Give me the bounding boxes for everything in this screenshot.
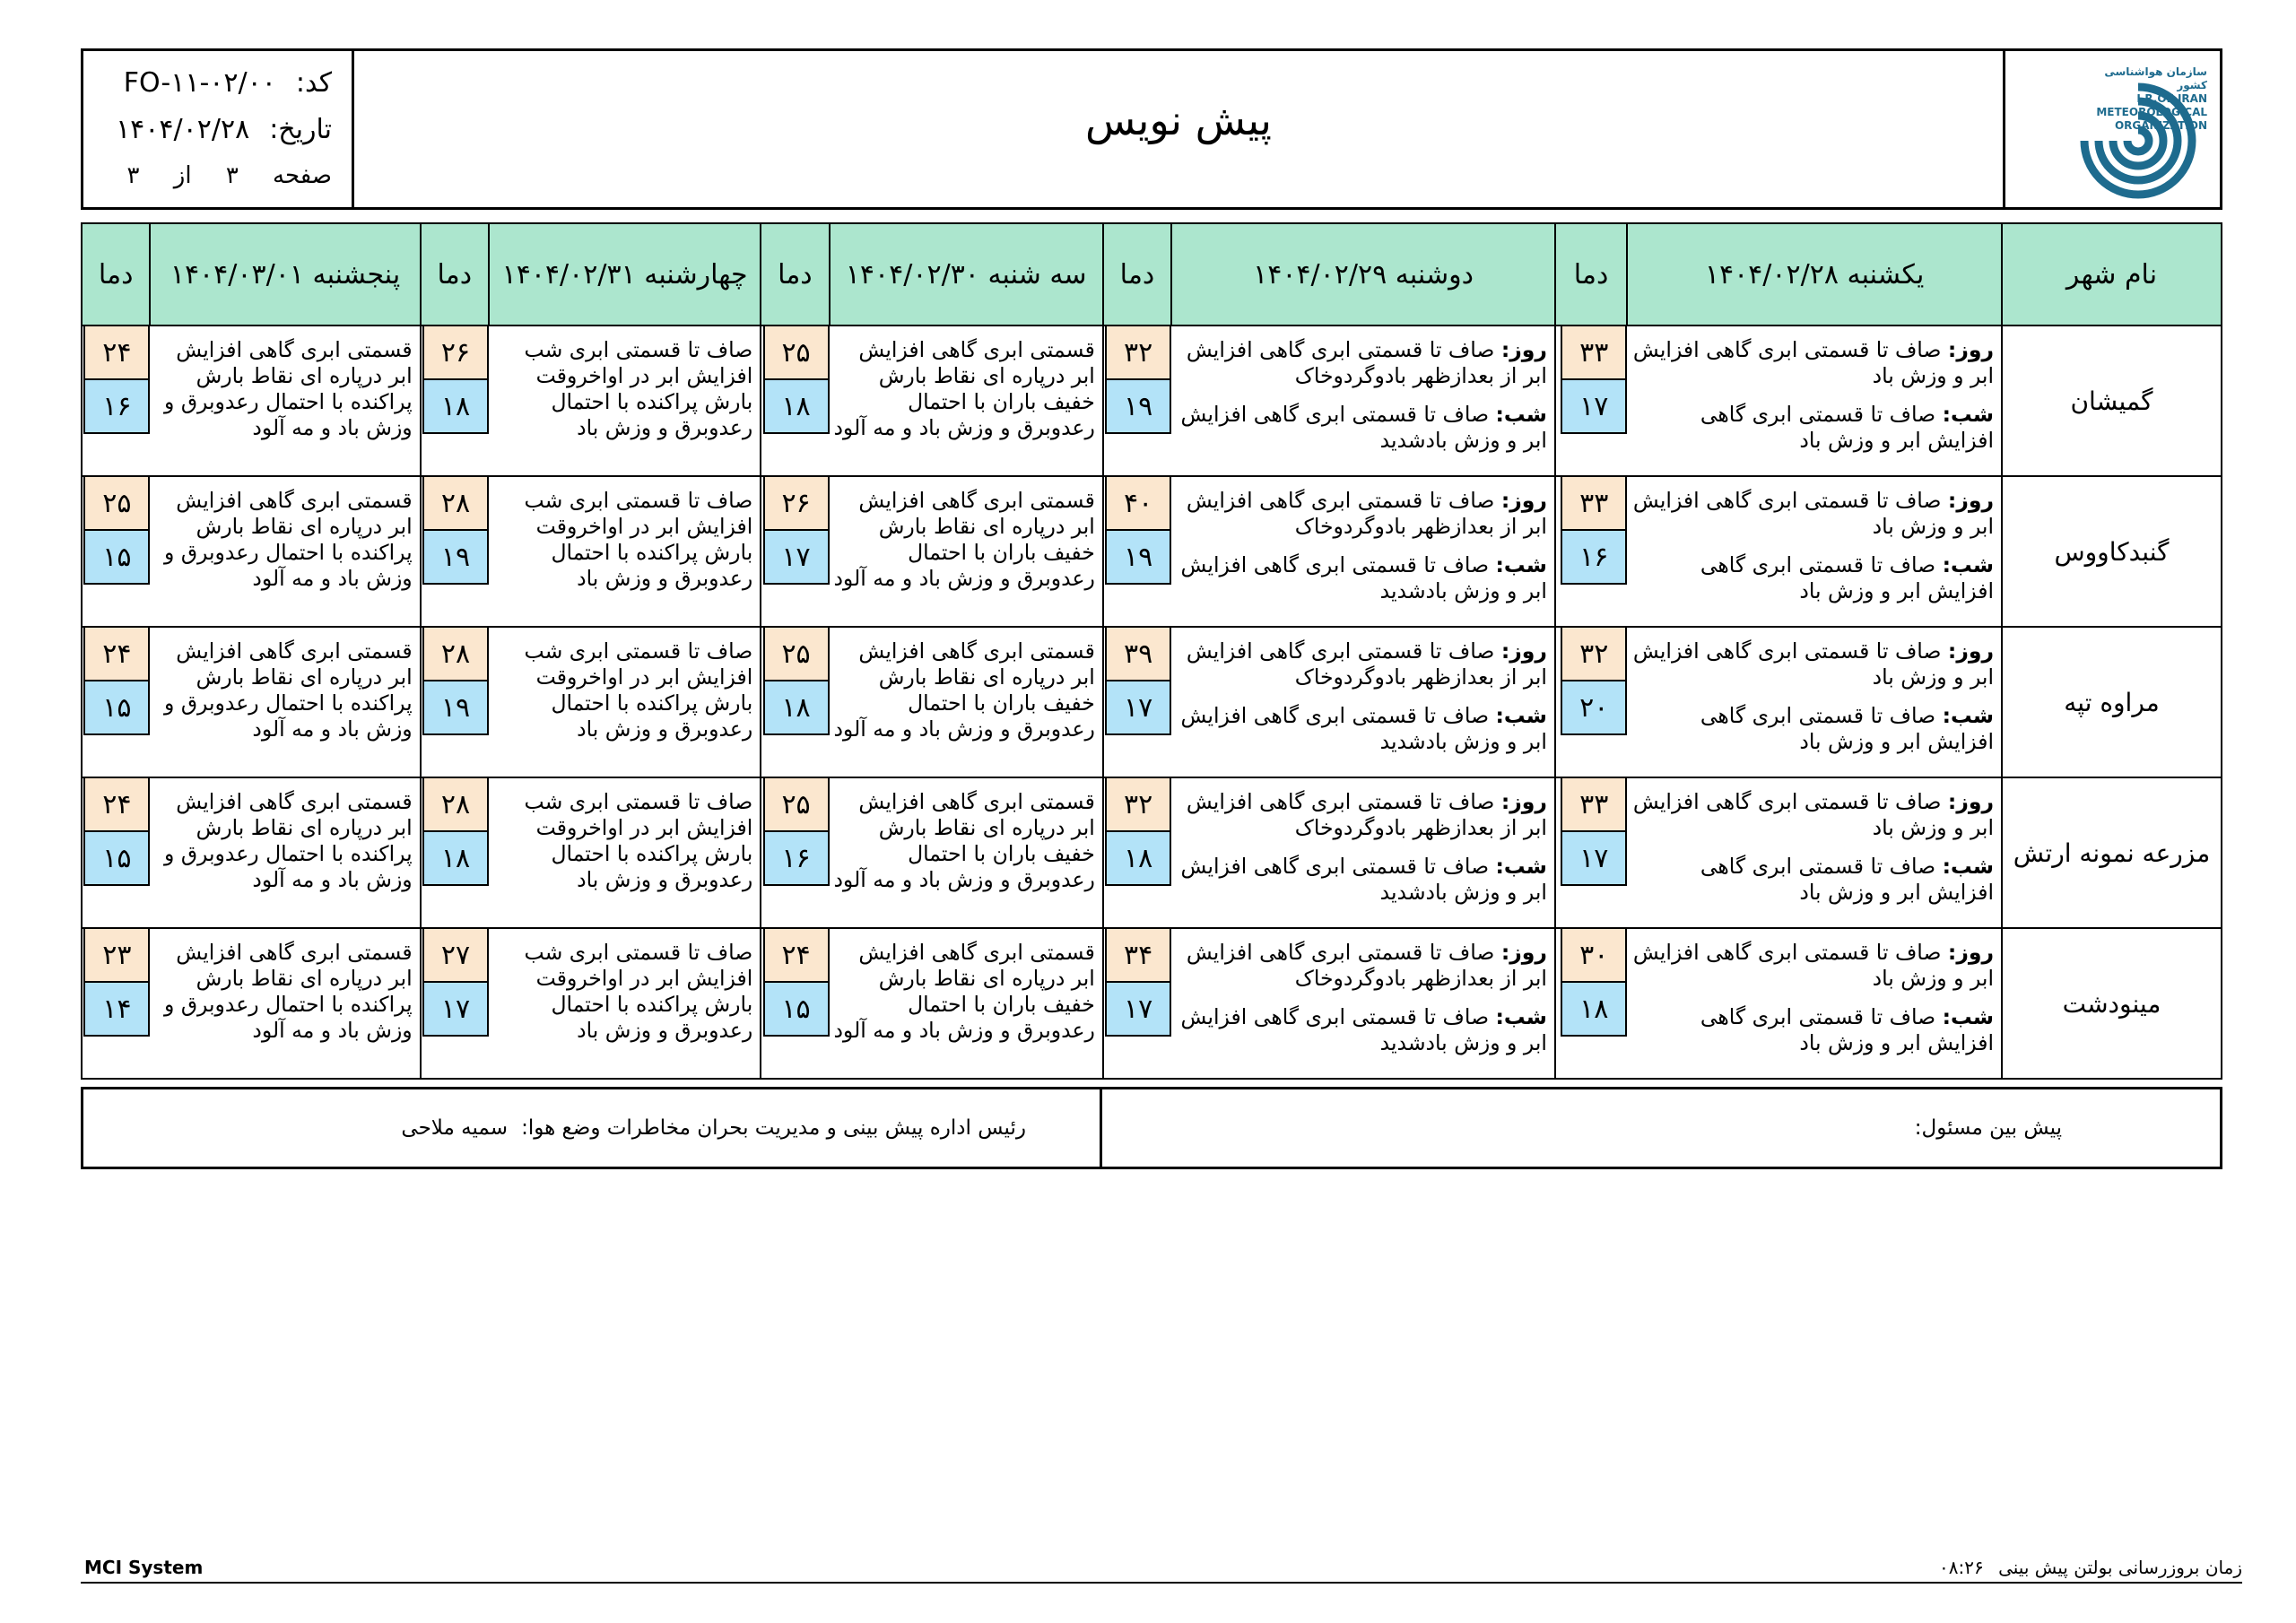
day-forecast (1175, 789, 1547, 841)
day-forecast (1175, 638, 1547, 690)
forecast-day-2 (1171, 777, 1555, 928)
min-temp: ۱۸ (1561, 983, 1627, 1037)
max-temp: ۲۸ (422, 778, 489, 832)
night-forecast (1175, 854, 1547, 906)
temperature-cell (761, 325, 829, 476)
min-temp: ۱۴ (83, 983, 150, 1037)
temperature-cell (1103, 928, 1171, 1079)
temperature-cell (761, 777, 829, 928)
night-label: شب: (1942, 402, 1994, 427)
forecast-text: قسمتی ابری گاهی افزایش ابر درپاره ای نقاط بارش پراکنده با احتمال رعدوبرق و وزش باد و مه آلود (164, 488, 413, 591)
temperature-cell (1555, 627, 1627, 777)
min-temp: ۱۸ (422, 832, 489, 886)
forecast-day-5 (150, 476, 420, 627)
page-total: ۳ (126, 162, 140, 189)
forecast-day-3 (830, 928, 1103, 1079)
night-forecast (1631, 1004, 1994, 1056)
city-name: مزرعه نمونه ارتش (2002, 777, 2222, 928)
forecast-day-1 (1627, 627, 2002, 777)
max-temp: ۲۵ (763, 326, 830, 380)
forecast-day-4 (489, 476, 761, 627)
forecast-day-4 (489, 325, 761, 476)
max-temp: ۲۸ (422, 477, 489, 531)
max-temp: ۳۹ (1105, 628, 1171, 681)
max-temp: ۲۸ (422, 628, 489, 681)
temperature-cell (421, 325, 489, 476)
day-forecast (1631, 789, 1994, 841)
max-temp: ۳۰ (1561, 929, 1627, 983)
max-temp: ۲۵ (763, 628, 830, 681)
min-temp: ۱۶ (763, 832, 830, 886)
forecast-day-4 (489, 777, 761, 928)
day-forecast (1631, 337, 1994, 389)
max-temp: ۲۴ (83, 628, 150, 681)
day-header-2: دوشنبه ۱۴۰۴/۰۲/۲۹ (1171, 223, 1555, 325)
temperature-cell (1555, 476, 1627, 627)
night-text: صاف تا قسمتی ابری گاهی افزایش ابر و وزش باد (1700, 402, 1994, 453)
day-text: صاف تا قسمتی ابری گاهی افزایش ابر و وزش باد (1632, 940, 1994, 991)
code-row (124, 67, 332, 99)
day-label: روز: (1947, 638, 1994, 664)
forecast-day-1 (1627, 928, 2002, 1079)
temperature-cell (421, 928, 489, 1079)
temperature-cell (82, 928, 150, 1079)
min-temp: ۱۶ (83, 380, 150, 434)
night-label: شب: (1495, 402, 1547, 427)
temperature-cell (82, 627, 150, 777)
city-name: گنبدکاووس (2002, 476, 2222, 627)
forecast-text: قسمتی ابری گاهی افزایش ابر درپاره ای نقاط بارش خفیف باران با احتمال رعدوبرق و وزش باد و مه آلود (833, 940, 1095, 1043)
signature-box (81, 1087, 2222, 1169)
night-text: صاف تا قسمتی ابری گاهی افزایش ابر و وزش باد (1700, 854, 1994, 905)
max-temp: ۲۴ (83, 778, 150, 832)
max-temp: ۳۳ (1561, 778, 1627, 832)
min-temp: ۱۷ (1561, 832, 1627, 886)
min-temp: ۱۷ (763, 531, 830, 585)
temp-header: دما (1103, 223, 1171, 325)
forecast-day-3 (830, 476, 1103, 627)
forecaster-label: پیش بین مسئول: (1914, 1116, 2062, 1140)
min-temp: ۱۷ (1105, 681, 1171, 735)
update-label: زمان بروزرسانی بولتن پیش بینی (1998, 1557, 2242, 1578)
day-label: روز: (1500, 488, 1547, 513)
max-temp: ۳۲ (1105, 778, 1171, 832)
night-text: صاف تا قسمتی ابری گاهی افزایش ابر و وزش باد (1700, 703, 1994, 754)
forecast-text: قسمتی ابری گاهی افزایش ابر درپاره ای نقاط بارش پراکنده با احتمال رعدوبرق و وزش باد و مه آلود (164, 638, 413, 742)
night-forecast (1175, 1004, 1547, 1056)
date-row (116, 114, 332, 145)
night-text: صاف تا قسمتی ابری گاهی افزایش ابر و وزش بادشدید (1180, 703, 1547, 754)
logo-text-en1: I.R.OF IRAN (2136, 92, 2207, 105)
night-forecast (1631, 552, 1994, 604)
day-text: صاف تا قسمتی ابری گاهی افزایش ابر و وزش باد (1632, 337, 1994, 388)
max-temp: ۳۴ (1105, 929, 1171, 983)
day-label: روز: (1500, 940, 1547, 965)
page-row (127, 162, 332, 189)
table-row (82, 627, 2222, 777)
night-forecast (1631, 854, 1994, 906)
forecast-text: قسمتی ابری گاهی افزایش ابر درپاره ای نقاط بارش خفیف باران با احتمال رعدوبرق و وزش باد و مه آلود (833, 488, 1095, 591)
head-label: رئیس اداره پیش بینی و مدیریت بحران مخاطرات وضع هوا: (521, 1116, 1026, 1140)
night-label: شب: (1942, 854, 1994, 879)
night-label: شب: (1495, 1004, 1547, 1029)
page-label: صفحه (273, 162, 332, 189)
forecaster-signature (1102, 1089, 2220, 1167)
max-temp: ۲۶ (422, 326, 489, 380)
forecast-text: قسمتی ابری گاهی افزایش ابر درپاره ای نقاط بارش پراکنده با احتمال رعدوبرق و وزش باد و مه آلود (164, 940, 413, 1043)
temperature-cell (1103, 325, 1171, 476)
forecast-day-2 (1171, 325, 1555, 476)
night-forecast (1631, 402, 1994, 454)
document-meta (83, 51, 354, 207)
day-forecast (1175, 337, 1547, 389)
night-forecast (1175, 402, 1547, 454)
max-temp: ۳۳ (1561, 477, 1627, 531)
day-forecast (1631, 940, 1994, 992)
day-text: صاف تا قسمتی ابری گاهی افزایش ابر از بعدازظهر بادوگردوخاک (1186, 638, 1547, 690)
max-temp: ۲۴ (83, 326, 150, 380)
day-text: صاف تا قسمتی ابری گاهی افزایش ابر از بعدازظهر بادوگردوخاک (1186, 940, 1547, 991)
temperature-cell (761, 928, 829, 1079)
day-forecast (1631, 638, 1994, 690)
forecast-day-1 (1627, 325, 2002, 476)
max-temp: ۲۷ (422, 929, 489, 983)
day-forecast (1175, 940, 1547, 992)
day-header-1: یکشنبه ۱۴۰۴/۰۲/۲۸ (1627, 223, 2002, 325)
table-row (82, 476, 2222, 627)
max-temp: ۲۴ (763, 929, 830, 983)
temperature-cell (1555, 325, 1627, 476)
forecast-day-5 (150, 777, 420, 928)
day-forecast (1631, 488, 1994, 540)
temperature-cell (1103, 476, 1171, 627)
table-row (82, 325, 2222, 476)
min-temp: ۲۰ (1561, 681, 1627, 735)
min-temp: ۱۹ (1105, 531, 1171, 585)
update-time (1939, 1557, 2242, 1578)
forecast-day-2 (1171, 928, 1555, 1079)
night-label: شب: (1942, 552, 1994, 577)
temperature-cell (1103, 777, 1171, 928)
min-temp: ۱۹ (422, 531, 489, 585)
night-forecast (1175, 552, 1547, 604)
temperature-cell (82, 777, 150, 928)
night-text: صاف تا قسمتی ابری گاهی افزایش ابر و وزش بادشدید (1180, 1004, 1547, 1055)
forecast-day-2 (1171, 627, 1555, 777)
code-value: FO-۱۱-۰۲/۰۰ (123, 67, 276, 99)
day-label: روز: (1500, 638, 1547, 664)
min-temp: ۱۸ (763, 380, 830, 434)
max-temp: ۳۲ (1561, 628, 1627, 681)
day-label: روز: (1947, 488, 1994, 513)
day-header-4: چهارشنبه ۱۴۰۴/۰۲/۳۱ (489, 223, 761, 325)
update-time-value: ۰۸:۲۶ (1939, 1557, 1984, 1578)
temperature-cell (761, 627, 829, 777)
forecast-text: قسمتی ابری گاهی افزایش ابر درپاره ای نقاط بارش پراکنده با احتمال رعدوبرق و وزش باد و مه آلود (164, 337, 413, 440)
min-temp: ۱۵ (83, 832, 150, 886)
night-label: شب: (1942, 1004, 1994, 1029)
temperature-cell (82, 476, 150, 627)
temperature-cell (761, 476, 829, 627)
night-label: شب: (1495, 552, 1547, 577)
forecast-text: صاف تا قسمتی ابری شب افزایش ابر در اواخروقت بارش پراکنده با احتمال رعدوبرق و وزش باد (524, 789, 753, 892)
temperature-cell (421, 627, 489, 777)
night-text: صاف تا قسمتی ابری گاهی افزایش ابر و وزش بادشدید (1180, 854, 1547, 905)
min-temp: ۱۵ (83, 531, 150, 585)
forecast-day-5 (150, 325, 420, 476)
forecast-text: قسمتی ابری گاهی افزایش ابر درپاره ای نقاط بارش پراکنده با احتمال رعدوبرق و وزش باد و مه آلود (164, 789, 413, 892)
night-label: شب: (1495, 703, 1547, 728)
forecast-text: قسمتی ابری گاهی افزایش ابر درپاره ای نقاط بارش خفیف باران با احتمال رعدوبرق و وزش باد و مه آلود (833, 638, 1095, 742)
day-text: صاف تا قسمتی ابری گاهی افزایش ابر و وزش باد (1632, 789, 1994, 840)
page-title: پیش نویس (1085, 96, 1272, 144)
head-signature (83, 1089, 1102, 1167)
min-temp: ۱۶ (1561, 531, 1627, 585)
forecast-text: صاف تا قسمتی ابری شب افزایش ابر در اواخروقت بارش پراکنده با احتمال رعدوبرق و وزش باد (524, 337, 753, 440)
temperature-cell (421, 777, 489, 928)
date-value: ۱۴۰۴/۰۲/۲۸ (116, 114, 250, 145)
min-temp: ۱۹ (422, 681, 489, 735)
forecast-day-3 (830, 627, 1103, 777)
day-forecast (1175, 488, 1547, 540)
max-temp: ۲۶ (763, 477, 830, 531)
head-name: سمیه ملاحی (401, 1116, 508, 1140)
night-text: صاف تا قسمتی ابری گاهی افزایش ابر و وزش باد (1700, 552, 1994, 603)
city-header: نام شهر (2002, 223, 2222, 325)
day-text: صاف تا قسمتی ابری گاهی افزایش ابر از بعدازظهر بادوگردوخاک (1186, 337, 1547, 388)
min-temp: ۱۸ (422, 380, 489, 434)
temp-header: دما (421, 223, 489, 325)
forecast-day-3 (830, 777, 1103, 928)
table-header-row (82, 223, 2222, 325)
min-temp: ۱۵ (763, 983, 830, 1037)
code-label: کد: (295, 67, 332, 99)
max-temp: ۳۲ (1105, 326, 1171, 380)
night-forecast (1631, 703, 1994, 755)
temperature-cell (1555, 928, 1627, 1079)
forecast-text: صاف تا قسمتی ابری شب افزایش ابر در اواخروقت بارش پراکنده با احتمال رعدوبرق و وزش باد (524, 638, 753, 742)
night-forecast (1175, 703, 1547, 755)
forecast-day-4 (489, 928, 761, 1079)
forecast-text: قسمتی ابری گاهی افزایش ابر درپاره ای نقاط بارش خفیف باران با احتمال رعدوبرق و وزش باد و مه آلود (833, 337, 1095, 440)
day-label: روز: (1947, 940, 1994, 965)
temp-header: دما (761, 223, 829, 325)
system-name: MCI System (84, 1557, 204, 1578)
temperature-cell (82, 325, 150, 476)
night-text: صاف تا قسمتی ابری گاهی افزایش ابر و وزش باد (1700, 1004, 1994, 1055)
night-text: صاف تا قسمتی ابری گاهی افزایش ابر و وزش بادشدید (1180, 402, 1547, 453)
page-number: ۳ (225, 162, 239, 189)
max-temp: ۴۰ (1105, 477, 1171, 531)
day-text: صاف تا قسمتی ابری گاهی افزایش ابر از بعدازظهر بادوگردوخاک (1186, 789, 1547, 840)
day-label: روز: (1947, 789, 1994, 814)
day-text: صاف تا قسمتی ابری گاهی افزایش ابر و وزش باد (1632, 488, 1994, 539)
temp-header: دما (82, 223, 150, 325)
forecast-day-5 (150, 627, 420, 777)
logo-text-fa: سازمان هواشناسی کشور (2104, 65, 2207, 91)
night-label: شب: (1495, 854, 1547, 879)
max-temp: ۲۵ (763, 778, 830, 832)
min-temp: ۱۸ (763, 681, 830, 735)
forecast-day-5 (150, 928, 420, 1079)
logo-text (2073, 65, 2207, 133)
day-header-5: پنجشنبه ۱۴۰۴/۰۳/۰۱ (150, 223, 420, 325)
footer-divider (81, 1582, 2242, 1584)
min-temp: ۱۷ (1561, 380, 1627, 434)
temp-header: دما (1555, 223, 1627, 325)
min-temp: ۱۷ (422, 983, 489, 1037)
forecast-text: قسمتی ابری گاهی افزایش ابر درپاره ای نقاط بارش خفیف باران با احتمال رعدوبرق و وزش باد و مه آلود (833, 789, 1095, 892)
temperature-cell (1555, 777, 1627, 928)
min-temp: ۱۹ (1105, 380, 1171, 434)
temperature-cell (1103, 627, 1171, 777)
min-temp: ۱۵ (83, 681, 150, 735)
city-name: مینودشت (2002, 928, 2222, 1079)
max-temp: ۳۳ (1561, 326, 1627, 380)
day-header-3: سه شنبه ۱۴۰۴/۰۲/۳۰ (830, 223, 1103, 325)
logo-text-en3: ORGANIZATION (2114, 119, 2207, 132)
night-label: شب: (1942, 703, 1994, 728)
forecast-text: صاف تا قسمتی ابری شب افزایش ابر در اواخروقت بارش پراکنده با احتمال رعدوبرق و وزش باد (524, 940, 753, 1043)
forecast-text: صاف تا قسمتی ابری شب افزایش ابر در اواخروقت بارش پراکنده با احتمال رعدوبرق و وزش باد (524, 488, 753, 591)
min-temp: ۱۸ (1105, 832, 1171, 886)
city-name: گمیشان (2002, 325, 2222, 476)
table-row (82, 928, 2222, 1079)
city-name: مراوه تپه (2002, 627, 2222, 777)
day-label: روز: (1500, 337, 1547, 362)
day-text: صاف تا قسمتی ابری گاهی افزایش ابر از بعدازظهر بادوگردوخاک (1186, 488, 1547, 539)
document-header (81, 48, 2222, 210)
forecast-day-1 (1627, 476, 2002, 627)
organization-logo (2003, 51, 2220, 207)
max-temp: ۲۳ (83, 929, 150, 983)
night-text: صاف تا قسمتی ابری گاهی افزایش ابر و وزش بادشدید (1180, 552, 1547, 603)
forecast-day-1 (1627, 777, 2002, 928)
day-label: روز: (1947, 337, 1994, 362)
day-label: روز: (1500, 789, 1547, 814)
page-of: از (173, 162, 192, 189)
date-label: تاریخ: (269, 114, 332, 145)
forecast-table (81, 222, 2222, 1080)
forecast-day-2 (1171, 476, 1555, 627)
logo-text-en2: METEOROLOGICAL (2096, 106, 2207, 118)
forecast-day-3 (830, 325, 1103, 476)
table-row (82, 777, 2222, 928)
min-temp: ۱۷ (1105, 983, 1171, 1037)
temperature-cell (421, 476, 489, 627)
day-text: صاف تا قسمتی ابری گاهی افزایش ابر و وزش باد (1632, 638, 1994, 690)
forecast-day-4 (489, 627, 761, 777)
max-temp: ۲۵ (83, 477, 150, 531)
